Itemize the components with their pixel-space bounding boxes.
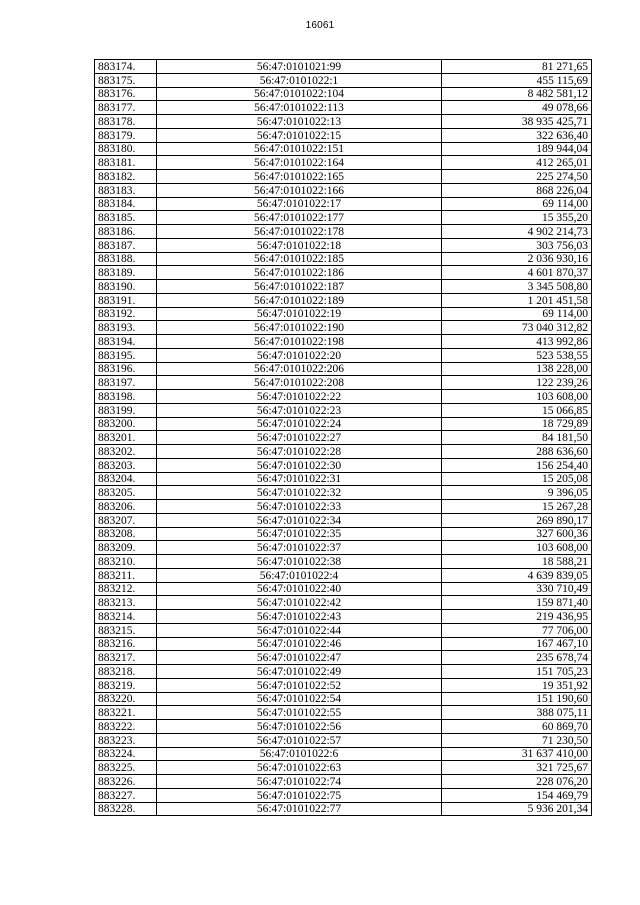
cadastral-value-cell: 455 115,69 [442, 73, 592, 87]
table-row [95, 431, 592, 445]
cadastral-number-cell: 56:47:0101022:186 [157, 266, 442, 280]
table-row [95, 747, 592, 761]
cadastral-value-cell: 81 271,65 [442, 60, 592, 74]
cadastral-value-cell: 8 482 581,12 [442, 87, 592, 101]
cadastral-value-cell: 154 469,79 [442, 788, 592, 802]
row-number-cell: 883227. [95, 788, 157, 802]
table-row [95, 568, 592, 582]
row-number-cell: 883189. [95, 266, 157, 280]
cadastral-value-cell: 225 274,50 [442, 170, 592, 184]
cadastral-value-cell: 15 205,08 [442, 472, 592, 486]
cadastral-value-cell: 523 538,55 [442, 348, 592, 362]
table-row [95, 788, 592, 802]
cadastral-number-cell: 56:47:0101022:77 [157, 802, 442, 816]
cadastral-value-cell: 269 890,17 [442, 513, 592, 527]
row-number-cell: 883180. [95, 142, 157, 156]
table-row [95, 266, 592, 280]
cadastral-value-cell: 77 706,00 [442, 623, 592, 637]
table-row [95, 417, 592, 431]
cadastral-number-cell: 56:47:0101022:187 [157, 280, 442, 294]
table-row [95, 197, 592, 211]
table-row [95, 761, 592, 775]
row-number-cell: 883194. [95, 335, 157, 349]
cadastral-number-cell: 56:47:0101021:99 [157, 60, 442, 74]
table-row [95, 500, 592, 514]
cadastral-value-cell: 3 345 508,80 [442, 280, 592, 294]
cadastral-number-cell: 56:47:0101022:43 [157, 610, 442, 624]
cadastral-value-cell: 69 114,00 [442, 307, 592, 321]
row-number-cell: 883187. [95, 238, 157, 252]
table-row [95, 390, 592, 404]
row-number-cell: 883200. [95, 417, 157, 431]
table-row [95, 596, 592, 610]
cadastral-number-cell: 56:47:0101022:31 [157, 472, 442, 486]
row-number-cell: 883225. [95, 761, 157, 775]
cadastral-number-cell: 56:47:0101022:57 [157, 733, 442, 747]
row-number-cell: 883219. [95, 678, 157, 692]
cadastral-number-cell: 56:47:0101022:37 [157, 541, 442, 555]
row-number-cell: 883177. [95, 101, 157, 115]
table-row [95, 211, 592, 225]
row-number-cell: 883196. [95, 362, 157, 376]
row-number-cell: 883186. [95, 225, 157, 239]
cadastral-number-cell: 56:47:0101022:49 [157, 665, 442, 679]
cadastral-value-cell: 1 201 451,58 [442, 293, 592, 307]
table-row [95, 513, 592, 527]
table-row [95, 623, 592, 637]
cadastral-value-cell: 9 396,05 [442, 486, 592, 500]
row-number-cell: 883185. [95, 211, 157, 225]
cadastral-number-cell: 56:47:0101022:165 [157, 170, 442, 184]
cadastral-value-cell: 15 066,85 [442, 403, 592, 417]
cadastral-value-cell: 228 076,20 [442, 775, 592, 789]
row-number-cell: 883221. [95, 706, 157, 720]
cadastral-value-cell: 159 871,40 [442, 596, 592, 610]
table-row [95, 101, 592, 115]
cadastral-value-cell: 69 114,00 [442, 197, 592, 211]
row-number-cell: 883202. [95, 445, 157, 459]
cadastral-value-cell: 103 608,00 [442, 390, 592, 404]
cadastral-number-cell: 56:47:0101022:164 [157, 156, 442, 170]
cadastral-number-cell: 56:47:0101022:24 [157, 417, 442, 431]
cadastral-number-cell: 56:47:0101022:22 [157, 390, 442, 404]
cadastral-number-cell: 56:47:0101022:177 [157, 211, 442, 225]
row-number-cell: 883201. [95, 431, 157, 445]
table-row [95, 238, 592, 252]
table-row [95, 582, 592, 596]
cadastral-number-cell: 56:47:0101022:63 [157, 761, 442, 775]
cadastral-value-cell: 151 190,60 [442, 692, 592, 706]
cadastral-value-cell: 321 725,67 [442, 761, 592, 775]
cadastral-number-cell: 56:47:0101022:166 [157, 183, 442, 197]
table-row [95, 362, 592, 376]
table-row [95, 376, 592, 390]
table-row [95, 348, 592, 362]
table-row [95, 142, 592, 156]
cadastral-value-cell: 31 637 410,00 [442, 747, 592, 761]
table-row [95, 610, 592, 624]
cadastral-number-cell: 56:47:0101022:38 [157, 555, 442, 569]
cadastral-value-cell: 5 936 201,34 [442, 802, 592, 816]
row-number-cell: 883182. [95, 170, 157, 184]
cadastral-value-cell: 73 040 312,82 [442, 321, 592, 335]
table-row [95, 225, 592, 239]
row-number-cell: 883195. [95, 348, 157, 362]
page-number: 16061 [305, 20, 335, 31]
table-row [95, 802, 592, 816]
cadastral-value-cell: 4 639 839,05 [442, 568, 592, 582]
table-row [95, 651, 592, 665]
cadastral-number-cell: 56:47:0101022:198 [157, 335, 442, 349]
row-number-cell: 883224. [95, 747, 157, 761]
table-row [95, 445, 592, 459]
cadastral-number-cell: 56:47:0101022:189 [157, 293, 442, 307]
table-row [95, 115, 592, 129]
cadastral-value-cell: 19 351,92 [442, 678, 592, 692]
cadastral-number-cell: 56:47:0101022:34 [157, 513, 442, 527]
row-number-cell: 883191. [95, 293, 157, 307]
table-row [95, 321, 592, 335]
row-number-cell: 883199. [95, 403, 157, 417]
table-row [95, 87, 592, 101]
cadastral-number-cell: 56:47:0101022:35 [157, 527, 442, 541]
cadastral-number-cell: 56:47:0101022:178 [157, 225, 442, 239]
row-number-cell: 883178. [95, 115, 157, 129]
table-row [95, 156, 592, 170]
cadastral-value-cell: 219 436,95 [442, 610, 592, 624]
cadastral-number-cell: 56:47:0101022:113 [157, 101, 442, 115]
cadastral-value-cell: 122 239,26 [442, 376, 592, 390]
row-number-cell: 883206. [95, 500, 157, 514]
table-row [95, 183, 592, 197]
cadastral-number-cell: 56:47:0101022:46 [157, 637, 442, 651]
cadastral-value-cell: 327 600,36 [442, 527, 592, 541]
cadastral-value-cell: 412 265,01 [442, 156, 592, 170]
cadastral-value-cell: 388 075,11 [442, 706, 592, 720]
cadastral-number-cell: 56:47:0101022:104 [157, 87, 442, 101]
cadastral-value-cell: 15 267,28 [442, 500, 592, 514]
row-number-cell: 883222. [95, 720, 157, 734]
table-row [95, 665, 592, 679]
table-row [95, 678, 592, 692]
row-number-cell: 883218. [95, 665, 157, 679]
cadastral-number-cell: 56:47:0101022:208 [157, 376, 442, 390]
row-number-cell: 883212. [95, 582, 157, 596]
cadastral-value-cell: 189 944,04 [442, 142, 592, 156]
cadastral-number-cell: 56:47:0101022:40 [157, 582, 442, 596]
row-number-cell: 883205. [95, 486, 157, 500]
table-row [95, 692, 592, 706]
row-number-cell: 883181. [95, 156, 157, 170]
row-number-cell: 883220. [95, 692, 157, 706]
cadastral-number-cell: 56:47:0101022:75 [157, 788, 442, 802]
table-row [95, 527, 592, 541]
cadastral-number-cell: 56:47:0101022:23 [157, 403, 442, 417]
cadastral-number-cell: 56:47:0101022:52 [157, 678, 442, 692]
row-number-cell: 883188. [95, 252, 157, 266]
cadastral-value-cell: 4 902 214,73 [442, 225, 592, 239]
cadastral-value-cell: 18 588,21 [442, 555, 592, 569]
cadastral-value-cell: 103 608,00 [442, 541, 592, 555]
cadastral-number-cell: 56:47:0101022:56 [157, 720, 442, 734]
cadastral-number-cell: 56:47:0101022:30 [157, 458, 442, 472]
table-row [95, 706, 592, 720]
row-number-cell: 883175. [95, 73, 157, 87]
cadastral-number-cell: 56:47:0101022:33 [157, 500, 442, 514]
table-row [95, 486, 592, 500]
row-number-cell: 883216. [95, 637, 157, 651]
row-number-cell: 883203. [95, 458, 157, 472]
cadastral-value-cell: 413 992,86 [442, 335, 592, 349]
table-row [95, 293, 592, 307]
cadastral-number-cell: 56:47:0101022:151 [157, 142, 442, 156]
cadastral-number-cell: 56:47:0101022:44 [157, 623, 442, 637]
cadastral-value-cell: 2 036 930,16 [442, 252, 592, 266]
row-number-cell: 883210. [95, 555, 157, 569]
table-row [95, 458, 592, 472]
cadastral-number-cell: 56:47:0101022:185 [157, 252, 442, 266]
row-number-cell: 883209. [95, 541, 157, 555]
row-number-cell: 883226. [95, 775, 157, 789]
cadastral-number-cell: 56:47:0101022:54 [157, 692, 442, 706]
cadastral-value-cell: 71 230,50 [442, 733, 592, 747]
row-number-cell: 883179. [95, 128, 157, 142]
cadastral-number-cell: 56:47:0101022:55 [157, 706, 442, 720]
row-number-cell: 883192. [95, 307, 157, 321]
row-number-cell: 883228. [95, 802, 157, 816]
cadastral-value-cell: 167 467,10 [442, 637, 592, 651]
cadastral-value-cell: 15 355,20 [442, 211, 592, 225]
cadastral-number-cell: 56:47:0101022:32 [157, 486, 442, 500]
cadastral-value-cell: 18 729,89 [442, 417, 592, 431]
row-number-cell: 883217. [95, 651, 157, 665]
table-row [95, 335, 592, 349]
row-number-cell: 883223. [95, 733, 157, 747]
cadastral-value-cell: 303 756,03 [442, 238, 592, 252]
table-row [95, 555, 592, 569]
cadastral-value-cell: 322 636,40 [442, 128, 592, 142]
row-number-cell: 883176. [95, 87, 157, 101]
cadastral-value-cell: 288 636,60 [442, 445, 592, 459]
table-row [95, 720, 592, 734]
row-number-cell: 883197. [95, 376, 157, 390]
cadastral-number-cell: 56:47:0101022:42 [157, 596, 442, 610]
table-row [95, 733, 592, 747]
table-row [95, 541, 592, 555]
table-row [95, 775, 592, 789]
cadastral-value-cell: 60 869,70 [442, 720, 592, 734]
cadastral-value-cell: 330 710,49 [442, 582, 592, 596]
cadastral-number-cell: 56:47:0101022:28 [157, 445, 442, 459]
cadastral-number-cell: 56:47:0101022:6 [157, 747, 442, 761]
table-row [95, 60, 592, 74]
table-row [95, 472, 592, 486]
row-number-cell: 883183. [95, 183, 157, 197]
row-number-cell: 883213. [95, 596, 157, 610]
row-number-cell: 883174. [95, 60, 157, 74]
cadastral-number-cell: 56:47:0101022:190 [157, 321, 442, 335]
table-row [95, 637, 592, 651]
cadastral-value-cell: 156 254,40 [442, 458, 592, 472]
cadastral-number-cell: 56:47:0101022:206 [157, 362, 442, 376]
table-row [95, 252, 592, 266]
cadastral-value-cell: 49 078,66 [442, 101, 592, 115]
cadastral-number-cell: 56:47:0101022:74 [157, 775, 442, 789]
cadastral-number-cell: 56:47:0101022:27 [157, 431, 442, 445]
row-number-cell: 883184. [95, 197, 157, 211]
cadastral-number-cell: 56:47:0101022:19 [157, 307, 442, 321]
cadastral-value-cell: 84 181,50 [442, 431, 592, 445]
row-number-cell: 883215. [95, 623, 157, 637]
row-number-cell: 883198. [95, 390, 157, 404]
row-number-cell: 883207. [95, 513, 157, 527]
cadastral-value-cell: 868 226,04 [442, 183, 592, 197]
cadastral-value-cell: 235 678,74 [442, 651, 592, 665]
cadastral-number-cell: 56:47:0101022:20 [157, 348, 442, 362]
cadastral-value-table [94, 59, 592, 816]
row-number-cell: 883204. [95, 472, 157, 486]
cadastral-number-cell: 56:47:0101022:47 [157, 651, 442, 665]
cadastral-number-cell: 56:47:0101022:4 [157, 568, 442, 582]
row-number-cell: 883208. [95, 527, 157, 541]
cadastral-number-cell: 56:47:0101022:18 [157, 238, 442, 252]
cadastral-number-cell: 56:47:0101022:1 [157, 73, 442, 87]
row-number-cell: 883190. [95, 280, 157, 294]
cadastral-value-cell: 4 601 870,37 [442, 266, 592, 280]
table-row [95, 170, 592, 184]
table-row [95, 73, 592, 87]
cadastral-value-cell: 138 228,00 [442, 362, 592, 376]
table-row [95, 307, 592, 321]
table-row [95, 280, 592, 294]
row-number-cell: 883211. [95, 568, 157, 582]
row-number-cell: 883193. [95, 321, 157, 335]
cadastral-number-cell: 56:47:0101022:15 [157, 128, 442, 142]
row-number-cell: 883214. [95, 610, 157, 624]
cadastral-value-cell: 38 935 425,71 [442, 115, 592, 129]
table-row [95, 403, 592, 417]
table-body [95, 60, 592, 816]
cadastral-value-cell: 151 705,23 [442, 665, 592, 679]
table-row [95, 128, 592, 142]
cadastral-number-cell: 56:47:0101022:17 [157, 197, 442, 211]
cadastral-number-cell: 56:47:0101022:13 [157, 115, 442, 129]
